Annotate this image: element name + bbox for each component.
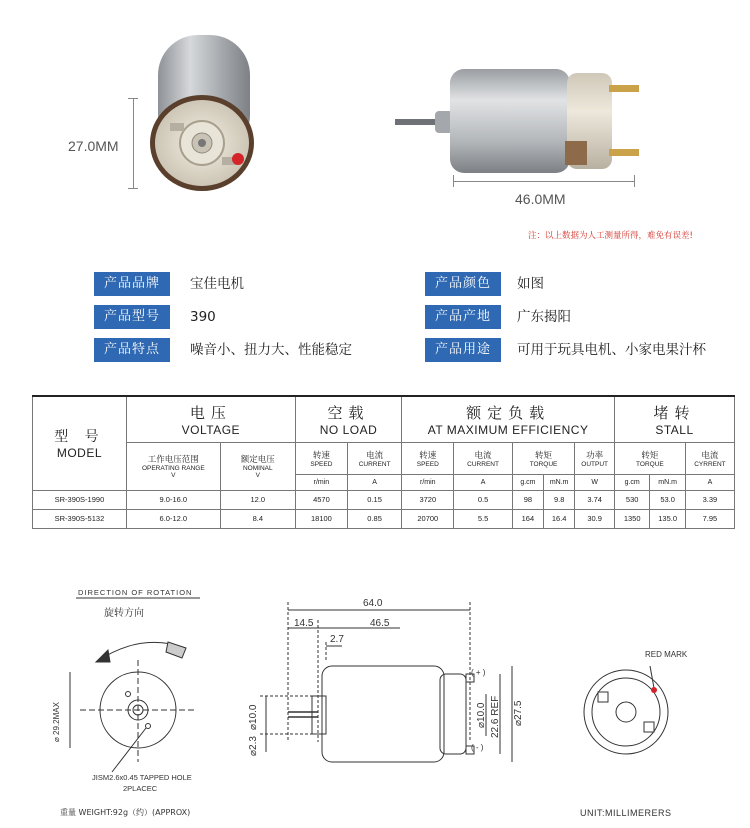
dim-46-5: 46.5 bbox=[370, 618, 390, 629]
photo-dim-line-horizontal bbox=[453, 181, 635, 182]
label-brand: 产品品牌 bbox=[94, 272, 170, 296]
unit-nl-current: A bbox=[347, 474, 401, 490]
sub-nl-current: 电流 CURRENT bbox=[347, 442, 401, 474]
photo-dim-line-tick-right bbox=[634, 175, 635, 187]
unit-me-speed: r/min bbox=[402, 474, 454, 490]
front-boss bbox=[312, 696, 326, 734]
mount-hole-top bbox=[126, 692, 131, 697]
rear-view-bearing bbox=[616, 702, 636, 722]
unit-me-torque-mnm: mN.m bbox=[544, 474, 575, 490]
stall-header: 堵转 STALL bbox=[614, 396, 734, 442]
dim-shaft-boss: ⌀10.0 bbox=[248, 704, 259, 730]
rotation-arrow-tail bbox=[166, 642, 186, 658]
label-usage: 产品用途 bbox=[425, 338, 501, 362]
table-row: SR-390S-5132 6.0-12.0 8.4 18100 0.85 20700 5.5 164 16.4 30.9 1350 135.0 7.95 bbox=[33, 509, 735, 528]
rear-terminal-left bbox=[598, 692, 608, 702]
direction-label-en: DIRECTION OF ROTATION bbox=[78, 588, 193, 597]
motor-body bbox=[322, 666, 444, 762]
label-origin: 产品产地 bbox=[425, 305, 501, 329]
spec-table bbox=[32, 395, 735, 529]
sub-me-current: 电流 CURRENT bbox=[454, 442, 512, 474]
red-mark-dot bbox=[651, 687, 657, 693]
dim-total: 64.0 bbox=[363, 598, 383, 609]
dim-boss2: ⌀10.0 bbox=[476, 702, 487, 728]
value-brand: 宝佳电机 bbox=[190, 276, 244, 292]
product-photos bbox=[0, 0, 750, 250]
photo-diameter-label: 27.0MM bbox=[68, 138, 119, 154]
two-place-label: 2PLACEC bbox=[123, 784, 158, 793]
sub-st-torque: 转矩 TORQUE bbox=[614, 442, 685, 474]
sub-nominal: 额定电压 NOMINAL V bbox=[220, 442, 295, 490]
sub-me-speed: 转速 SPEED bbox=[402, 442, 454, 474]
rotation-arrowhead bbox=[96, 650, 110, 662]
photo-dim-line-tick-top bbox=[128, 98, 138, 99]
photo-dim-line-tick-bottom bbox=[128, 188, 138, 189]
terminal-plus-label: ( + ) bbox=[471, 668, 486, 677]
sub-st-current: 电流 CYRRENT bbox=[685, 442, 734, 474]
photo-dim-line-vertical bbox=[133, 98, 134, 188]
sub-nl-speed: 转速 SPEED bbox=[295, 442, 347, 474]
unit-st-torque-gcm: g.cm bbox=[614, 474, 649, 490]
dim-ref: 22.6 REF bbox=[490, 695, 501, 738]
red-mark-label: RED MARK bbox=[645, 650, 688, 659]
value-color: 如图 bbox=[517, 276, 544, 292]
sub-me-output: 功率 OUTPUT bbox=[575, 442, 615, 474]
direction-label-cn: 旋转方向 bbox=[104, 608, 144, 619]
photo-length-label: 46.0MM bbox=[515, 191, 566, 207]
model-header: 型 号 MODEL bbox=[33, 396, 127, 490]
dim-body: ⌀27.5 bbox=[513, 700, 524, 726]
sub-me-torque: 转矩 TORQUE bbox=[512, 442, 575, 474]
max-diameter-label: ⌀ 29.2MAX bbox=[52, 702, 61, 742]
label-model: 产品型号 bbox=[94, 305, 170, 329]
unit-label: UNIT:MILLIMERERS bbox=[580, 808, 672, 818]
value-origin: 广东揭阳 bbox=[517, 309, 571, 325]
red-mark-leader bbox=[650, 666, 654, 688]
unit-me-torque-gcm: g.cm bbox=[512, 474, 543, 490]
rear-terminal-right bbox=[644, 722, 654, 732]
product-info bbox=[0, 272, 750, 392]
value-model: 390 bbox=[190, 309, 216, 325]
dim-2-7: 2.7 bbox=[330, 634, 344, 645]
motor-front-photo bbox=[140, 25, 270, 200]
voltage-header: 电压 VOLTAGE bbox=[126, 396, 295, 442]
rear-view-outer bbox=[584, 670, 668, 754]
sub-op-range: 工作电压范围 OPERATING RANGE V bbox=[126, 442, 220, 490]
terminal-minus-label: ( - ) bbox=[471, 743, 484, 752]
photo-dim-line-tick-left bbox=[453, 175, 454, 187]
unit-me-output: W bbox=[575, 474, 615, 490]
no-load-header: 空载 NO LOAD bbox=[295, 396, 401, 442]
mount-hole-bottom bbox=[146, 724, 151, 729]
motor-side-photo bbox=[395, 55, 645, 185]
tapped-hole-leader bbox=[112, 728, 146, 772]
max-efficiency-header: 额定负载 AT MAXIMUM EFFICIENCY bbox=[402, 396, 615, 442]
tapped-hole-label: JISM2.6x0.45 TAPPED HOLE bbox=[92, 773, 192, 782]
unit-st-current: A bbox=[685, 474, 734, 490]
value-features: 噪音小、扭力大、性能稳定 bbox=[190, 342, 352, 358]
value-usage: 可用于玩具电机、小家电果汁杯 bbox=[517, 342, 706, 358]
measurement-note: 注：以上数据为人工测量所得，难免有误差! bbox=[528, 231, 693, 241]
dim-shaft: ⌀2.3 bbox=[248, 736, 259, 756]
rear-view-inner bbox=[592, 678, 660, 746]
table-row: SR-390S-1990 9.0-16.0 12.0 4570 0.15 3720 0.5 98 9.8 3.74 530 53.0 3.39 bbox=[33, 490, 735, 509]
dim-14-5: 14.5 bbox=[294, 618, 314, 629]
label-features: 产品特点 bbox=[94, 338, 170, 362]
unit-nl-speed: r/min bbox=[295, 474, 347, 490]
label-color: 产品颜色 bbox=[425, 272, 501, 296]
unit-st-torque-mnm: mN.m bbox=[650, 474, 685, 490]
weight-label: 重量 WEIGHT:92g（约）(APPROX) bbox=[60, 808, 191, 817]
unit-me-current: A bbox=[454, 474, 512, 490]
